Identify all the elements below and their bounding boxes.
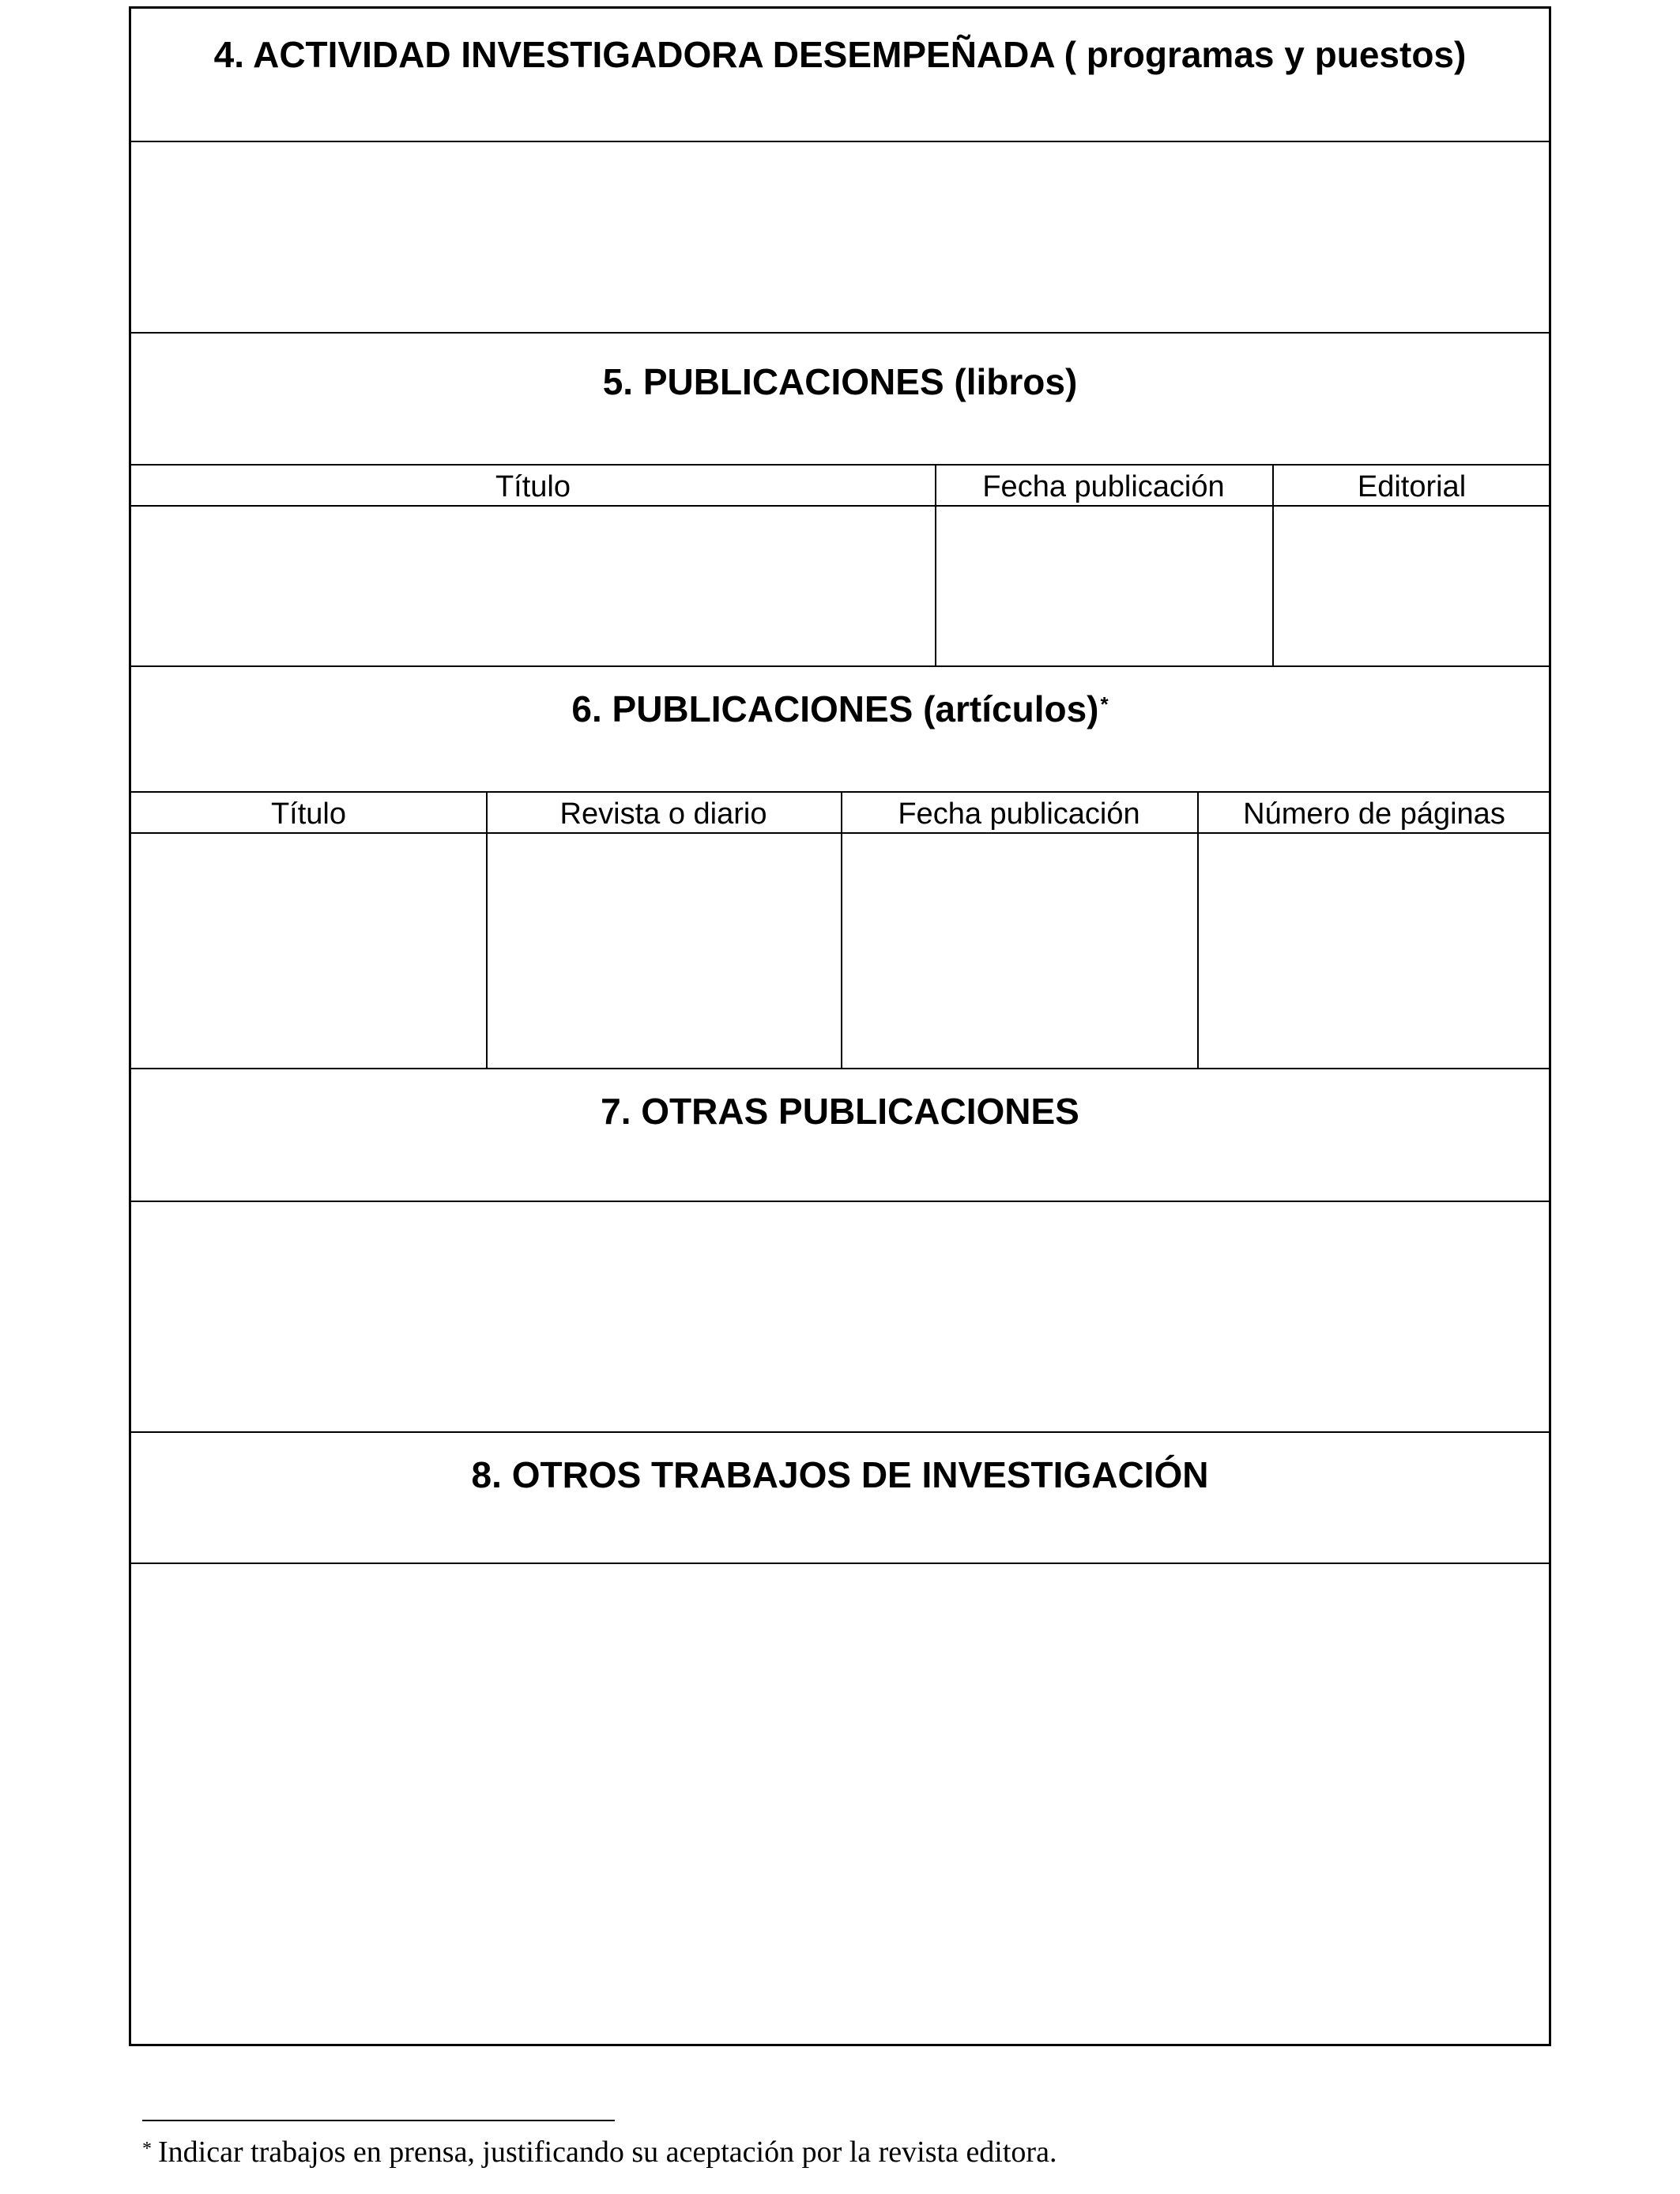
footnote-marker: * [142, 2139, 152, 2159]
column-header-fecha-publicacion: Fecha publicación [982, 470, 1225, 503]
section-8-entry-area[interactable] [131, 1565, 1549, 2044]
column-header-numero-de-paginas: Número de páginas [1243, 797, 1505, 831]
section-5-title: 5. PUBLICACIONES (libros) [602, 361, 1078, 402]
divider [131, 332, 1549, 334]
article-title-cell[interactable] [131, 835, 486, 1068]
column-header-fecha-publicacion: Fecha publicación [898, 797, 1140, 831]
section-8-title: 8. OTROS TRABAJOS DE INVESTIGACIÓN [471, 1454, 1209, 1495]
book-title-cell[interactable] [131, 507, 935, 665]
curriculum-form [129, 6, 1551, 2046]
column-divider [486, 791, 488, 1068]
divider [131, 791, 1549, 793]
column-divider [935, 464, 936, 665]
footnote-marker: * [1100, 692, 1109, 716]
section-7-title: 7. OTRAS PUBLICACIONES [601, 1091, 1079, 1132]
footnote-separator [142, 2120, 615, 2121]
divider [131, 1563, 1549, 1564]
section-7-entry-area[interactable] [131, 1203, 1549, 1431]
divider [131, 505, 1549, 507]
section-4-entry-area[interactable] [131, 143, 1549, 332]
column-header-titulo: Título [495, 470, 571, 503]
divider [131, 141, 1549, 142]
article-date-cell[interactable] [843, 835, 1197, 1068]
footnote-text: Indicar trabajos en prensa, justificando su aceptación por la revista editora. [158, 2136, 1057, 2169]
column-divider [841, 791, 842, 1068]
divider [131, 1201, 1549, 1202]
column-divider [1197, 791, 1199, 1068]
divider [131, 1068, 1549, 1069]
section-6-title: 6. PUBLICACIONES (artículos)* [571, 688, 1109, 729]
book-date-cell[interactable] [937, 507, 1272, 665]
divider [131, 464, 1549, 466]
column-divider [1272, 464, 1274, 665]
section-4-title: 4. ACTIVIDAD INVESTIGADORA DESEMPEÑADA ( programas y puestos) [213, 34, 1467, 75]
column-header-titulo: Título [270, 797, 347, 831]
footnote [142, 2132, 1057, 2172]
divider [131, 1431, 1549, 1433]
book-publisher-cell[interactable] [1275, 507, 1551, 665]
divider [131, 832, 1549, 834]
article-pages-cell[interactable] [1200, 835, 1551, 1068]
column-header-revista-o-diario: Revista o diario [559, 797, 767, 831]
column-header-editorial: Editorial [1357, 470, 1467, 503]
divider [131, 665, 1549, 667]
article-journal-cell[interactable] [488, 835, 841, 1068]
